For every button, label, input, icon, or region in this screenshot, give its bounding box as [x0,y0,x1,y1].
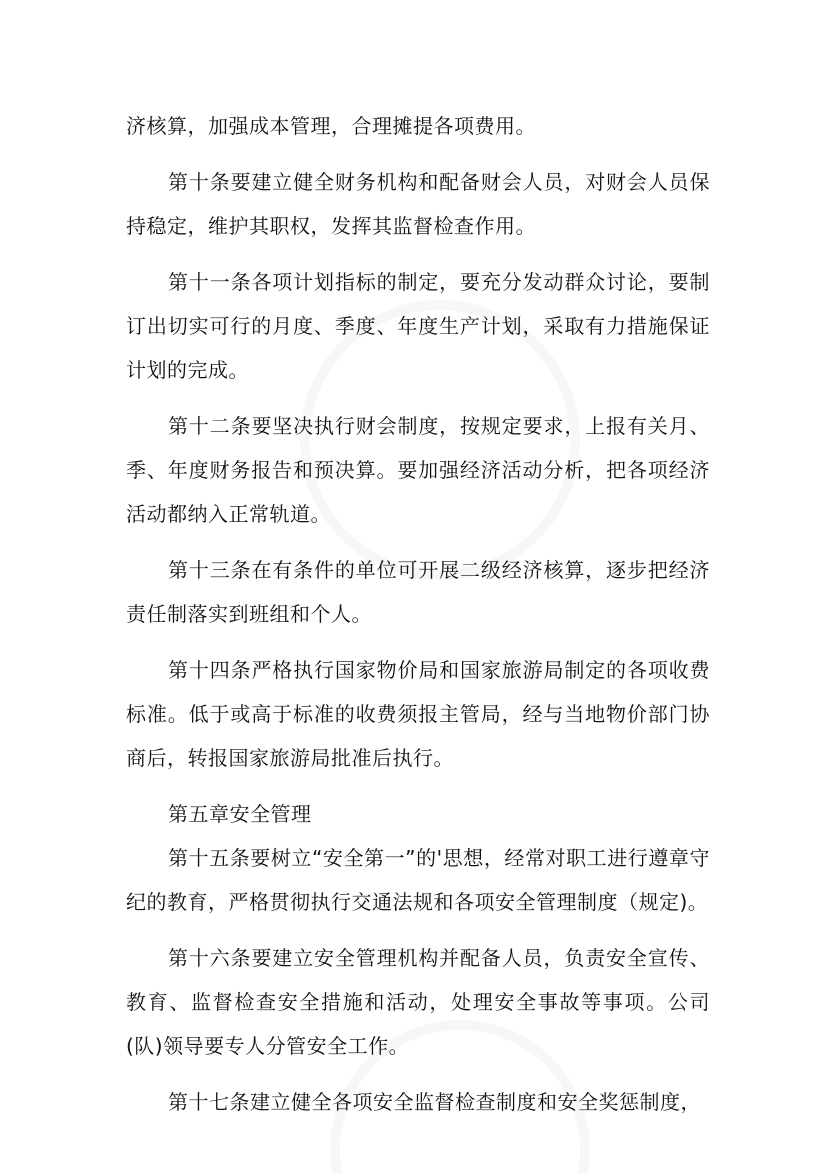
document-body [126,104,710,1136]
paragraph-article-13: 第十三条在有条件的单位可开展二级经济核算，逐步把经济责任制落实到班组和个人。 [126,558,710,626]
paragraph-article-12: 第十二条要坚决执行财会制度，按规定要求，上报有关月、季、年度财务报告和预决算。要加强经济活动分析，把各项经济活动都纳入正常轨道。 [126,414,710,526]
paragraph-continuation: 济核算，加强成本管理，合理摊提各项费用。 [126,114,536,138]
paragraph-article-15: 第十五条要树立“安全第一”的'思想，经常对职工进行遵章守纪的教育，严格贯彻执行交通法规和各项安全管理制度（规定)。 [126,846,710,914]
paragraph-article-14: 第十四条严格执行国家物价局和国家旅游局制定的各项收费标准。低于或高于标准的收费须报主管局，经与当地物价部门协商后，转报国家旅游局批准后执行。 [126,658,710,770]
paragraph-article-10: 第十条要建立健全财务机构和配备财会人员，对财会人员保持稳定，维护其职权，发挥其监督检查作用。 [126,170,710,238]
chapter-heading: 第五章安全管理 [168,802,312,826]
paragraph-article-17: 第十七条建立健全各项安全监督检查制度和安全奖惩制度， [168,1090,701,1114]
paragraph-article-16: 第十六条要建立安全管理机构并配备人员，负责安全宣传、教育、监督检查安全措施和活动，处理安全事故等事项。公司(队)领导要专人分管安全工作。 [126,946,710,1058]
paragraph-article-11: 第十一条各项计划指标的制定，要充分发动群众讨论，要制订出切实可行的月度、季度、年度生产计划，采取有力措施保证计划的完成。 [126,270,710,382]
